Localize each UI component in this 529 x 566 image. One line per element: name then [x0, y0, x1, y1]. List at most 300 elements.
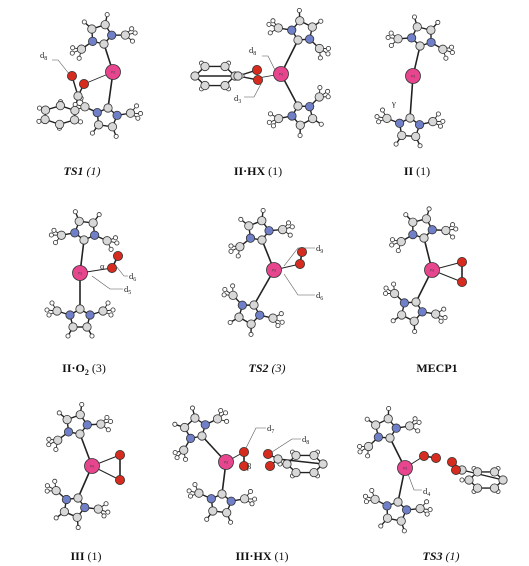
- hydrogen-atom: [365, 417, 369, 421]
- hydrogen-atom: [80, 402, 84, 406]
- hydrogen-atom: [436, 20, 440, 24]
- carbon-atom: [406, 114, 414, 122]
- hydrogen-atom: [364, 500, 368, 504]
- hydrogen-atom: [418, 144, 422, 148]
- metal-label: Pd: [271, 268, 277, 273]
- carbon-atom: [397, 237, 405, 245]
- caption-mecp1: MECP1: [416, 361, 458, 375]
- hydrogen-atom: [53, 240, 57, 244]
- hydrogen-atom: [47, 443, 51, 447]
- distance-label: β: [247, 461, 252, 471]
- hydrogen-atom: [253, 497, 257, 501]
- carbon-atom: [88, 25, 96, 33]
- carbon-atom: [76, 305, 84, 313]
- carbon-atom: [278, 225, 286, 233]
- distance-label: $d_6$: [316, 290, 324, 302]
- carbon-atom: [247, 320, 255, 328]
- carbon-atom: [221, 62, 229, 70]
- nitrogen-atom: [71, 229, 79, 237]
- leader-line: [52, 60, 70, 75]
- carbon-atom: [274, 24, 282, 32]
- hydrogen-atom: [239, 217, 243, 221]
- nitrogen-atom: [288, 112, 296, 120]
- hydrogen-atom: [297, 8, 301, 12]
- metal-label: Pd: [77, 271, 83, 276]
- carbon-atom: [398, 131, 406, 139]
- hydrogen-atom: [451, 223, 455, 227]
- carbon-atom: [308, 23, 316, 31]
- nitrogen-atom: [186, 434, 194, 442]
- hydrogen-atom: [416, 429, 420, 433]
- hydrogen-atom: [438, 124, 442, 128]
- carbon-atom: [75, 217, 83, 225]
- carbon-atom: [236, 242, 244, 250]
- hydrogen-atom: [444, 56, 448, 60]
- nitrogen-atom: [66, 311, 74, 319]
- carbon-atom: [97, 420, 105, 428]
- carbon-atom: [431, 310, 439, 318]
- carbon-atom: [269, 314, 277, 322]
- hydrogen-atom: [47, 313, 51, 317]
- hydrogen-atom: [97, 213, 101, 217]
- nitrogen-atom: [428, 226, 436, 234]
- hydrogen-atom: [250, 502, 254, 506]
- carbon-atom: [394, 498, 402, 506]
- carbon-atom: [209, 507, 217, 515]
- carbon-atom: [191, 414, 199, 422]
- leader-line: [92, 276, 123, 289]
- hydrogen-atom: [228, 320, 232, 324]
- metal-label: Pd: [429, 268, 435, 273]
- nitrogen-atom: [227, 497, 235, 505]
- hydrogen-atom: [443, 316, 447, 320]
- oxygen-atom: [115, 475, 124, 484]
- hydrogen-atom: [111, 308, 115, 312]
- hydrogen-atom: [442, 307, 446, 311]
- leader-line: [262, 56, 275, 70]
- hydrogen-atom: [390, 238, 394, 242]
- hydrogen-atom: [173, 451, 177, 455]
- hydrogen-atom: [326, 46, 330, 50]
- carbon-atom: [71, 106, 79, 114]
- hydrogen-atom: [358, 450, 362, 454]
- hydrogen-atom: [45, 308, 49, 312]
- hydrogen-atom: [188, 494, 192, 498]
- carbon-atom: [412, 298, 420, 306]
- carbon-atom: [274, 114, 282, 122]
- nitrogen-atom: [392, 424, 400, 432]
- carbon-atom: [490, 468, 498, 476]
- oxygen-atom: [431, 453, 440, 462]
- distance-label: $d_6$: [129, 271, 137, 283]
- carbon-atom: [104, 104, 112, 112]
- carbon-atom: [315, 44, 323, 52]
- hydrogen-atom: [114, 134, 118, 138]
- carbon-atom: [416, 42, 424, 50]
- hydrogen-atom: [106, 301, 110, 305]
- oxygen-atom: [451, 465, 460, 474]
- distance-label: $d_8$: [40, 50, 48, 62]
- distance-label: γ: [392, 98, 396, 108]
- carbon-atom: [310, 468, 318, 476]
- carbon-atom: [213, 415, 221, 423]
- hydrogen-atom: [276, 323, 280, 327]
- hydrogen-atom: [115, 241, 119, 245]
- carbon-atom: [235, 313, 243, 321]
- hydrogen-atom: [380, 108, 384, 112]
- oxygen-atom: [239, 447, 248, 456]
- hydrogen-atom: [66, 334, 70, 338]
- hydrogen-atom: [223, 411, 227, 415]
- nitrogen-atom: [374, 433, 382, 441]
- nitrogen-atom: [305, 102, 313, 110]
- metal-label: Pd: [278, 72, 284, 77]
- nitrogen-atom: [400, 299, 408, 307]
- nitrogen-atom: [288, 26, 296, 34]
- hydrogen-atom: [326, 95, 330, 99]
- carbon-atom: [56, 101, 64, 109]
- nitrogen-atom: [238, 301, 246, 309]
- carbon-atom: [69, 323, 77, 331]
- carbon-atom: [292, 451, 300, 459]
- hydrogen-atom: [454, 227, 458, 231]
- hydrogen-atom: [288, 233, 292, 237]
- hydrogen-atom: [82, 20, 86, 24]
- oxygen-atom: [115, 450, 124, 459]
- carbon-atom: [442, 226, 450, 234]
- hydrogen-atom: [45, 484, 49, 488]
- distance-label: $d_9$: [316, 243, 324, 255]
- carbon-atom: [76, 410, 84, 418]
- hydrogen-atom: [130, 27, 134, 31]
- hydrogen-atom: [229, 249, 233, 253]
- carbon-atom: [103, 237, 111, 245]
- caption-ii-o2: $II\cdot O_2$ (3): [62, 361, 106, 377]
- carbon-atom: [422, 215, 430, 223]
- hydrogen-atom: [412, 15, 416, 19]
- carbon-atom: [258, 216, 266, 224]
- hydrogen-atom: [193, 482, 197, 486]
- carbon-atom: [473, 484, 481, 492]
- hydrogen-atom: [436, 112, 440, 116]
- carbon-atom: [315, 93, 323, 101]
- hydrogen-atom: [318, 56, 322, 60]
- nitrogen-atom: [407, 34, 415, 42]
- hydrogen-atom: [450, 50, 454, 54]
- hydrogen-atom: [105, 13, 109, 17]
- carbon-atom: [310, 451, 318, 459]
- hydrogen-atom: [249, 332, 253, 336]
- hydrogen-atom: [133, 31, 137, 35]
- nitrogen-atom: [81, 503, 89, 511]
- hydrogen-atom: [413, 329, 417, 333]
- hydrogen-atom: [73, 210, 77, 214]
- hydrogen-atom: [90, 131, 94, 135]
- nitrogen-atom: [395, 119, 403, 127]
- oxygen-atom: [252, 65, 261, 74]
- hydrogen-atom: [225, 419, 229, 423]
- hydrogen-atom: [460, 478, 464, 482]
- carbon-atom: [390, 289, 398, 297]
- carbon-atom: [70, 116, 78, 124]
- hydrogen-atom: [108, 419, 112, 423]
- oxygen-atom: [67, 71, 76, 80]
- hydrogen-atom: [386, 35, 390, 39]
- carbon-atom: [83, 323, 91, 331]
- carbon-atom: [283, 460, 291, 468]
- nitrogen-atom: [415, 120, 423, 128]
- hydrogen-atom: [50, 301, 54, 305]
- hydrogen-atom: [190, 406, 194, 410]
- hydrogen-atom: [326, 52, 330, 56]
- hydrogen-atom: [52, 228, 56, 232]
- hydrogen-atom: [383, 291, 387, 295]
- carbon-atom: [292, 468, 300, 476]
- carbon-atom: [258, 236, 266, 244]
- carbon-atom: [53, 307, 61, 315]
- carbon-atom: [89, 219, 97, 227]
- hydrogen-atom: [222, 293, 226, 297]
- metal-label: Pd: [402, 466, 408, 471]
- metal-label: Pd: [89, 464, 95, 469]
- caption-ts3: TS3 (1): [422, 549, 460, 563]
- hydrogen-atom: [54, 516, 58, 520]
- carbon-atom: [229, 291, 237, 299]
- distance-label: $d_7$: [267, 423, 275, 435]
- carbon-atom: [221, 81, 229, 89]
- oxygen-atom: [297, 247, 306, 256]
- oxygen-atom: [457, 257, 466, 266]
- oxygen-atom: [265, 461, 274, 470]
- hydrogen-atom: [45, 489, 49, 493]
- hydrogen-atom: [106, 428, 110, 432]
- carbon-atom: [383, 514, 391, 522]
- oxygen-atom: [113, 251, 122, 260]
- hydrogen-atom: [73, 102, 77, 106]
- carbon-atom: [41, 115, 49, 123]
- hydrogen-atom: [425, 500, 429, 504]
- hydrogen-atom: [183, 457, 187, 461]
- distance-label: $d_4$: [423, 486, 431, 498]
- carbon-atom: [420, 234, 428, 242]
- carbon-atom: [416, 504, 424, 512]
- carbon-atom: [195, 489, 203, 497]
- nitrogen-atom: [246, 234, 254, 242]
- carbon-atom: [57, 231, 65, 239]
- hydrogen-atom: [187, 489, 191, 493]
- nitrogen-atom: [90, 231, 98, 239]
- carbon-atom: [394, 35, 402, 43]
- hydrogen-atom: [326, 89, 330, 93]
- nitrogen-atom: [256, 311, 264, 319]
- hydrogen-atom: [449, 45, 453, 49]
- hydrogen-atom: [404, 213, 408, 217]
- carbon-atom: [218, 490, 226, 498]
- hydrogen-atom: [363, 494, 367, 498]
- distance-label: $d_5$: [124, 284, 132, 296]
- nitrogen-atom: [113, 111, 121, 119]
- carbon-atom: [427, 26, 435, 34]
- leader-line: [246, 428, 266, 448]
- hydrogen-atom: [384, 286, 388, 290]
- hydrogen-atom: [286, 221, 290, 225]
- hydrogen-atom: [396, 249, 400, 253]
- hydrogen-atom: [280, 320, 284, 324]
- carbon-atom: [240, 495, 248, 503]
- hydrogen-atom: [113, 236, 117, 240]
- carbon-atom: [41, 106, 49, 114]
- carbon-atom: [499, 476, 507, 484]
- hydrogen-atom: [90, 334, 94, 338]
- hydrogen-atom: [76, 525, 80, 529]
- hydrogen-atom: [71, 46, 75, 50]
- carbon-atom: [274, 455, 282, 463]
- carbon-atom: [411, 132, 419, 140]
- hydrogen-atom: [298, 133, 302, 137]
- distance-label: $d_3$: [234, 93, 242, 105]
- carbon-atom: [94, 121, 102, 129]
- hydrogen-atom: [70, 51, 74, 55]
- hydrogen-atom: [47, 437, 51, 441]
- hydrogen-atom: [77, 56, 81, 60]
- hydrogen-atom: [402, 529, 406, 533]
- carbon-atom: [121, 31, 129, 39]
- hydrogen-atom: [379, 524, 383, 528]
- carbon-atom: [94, 505, 102, 513]
- nitrogen-atom: [64, 428, 72, 436]
- hydrogen-atom: [390, 243, 394, 247]
- carbon-atom: [101, 21, 109, 29]
- distance-label: $d_8$: [302, 434, 310, 446]
- carbon-atom: [74, 494, 82, 502]
- carbon-atom: [429, 117, 437, 125]
- hydrogen-atom: [290, 225, 294, 229]
- hydrogen-atom: [357, 444, 361, 448]
- metal-label: Pd: [410, 74, 416, 79]
- carbon-atom: [413, 23, 421, 31]
- carbon-atom: [198, 432, 206, 440]
- hydrogen-atom: [394, 142, 398, 146]
- carbon-atom: [439, 45, 447, 53]
- hydrogen-atom: [441, 119, 445, 123]
- oxygen-atom: [419, 451, 428, 460]
- nitrogen-atom: [427, 38, 435, 46]
- carbon-atom: [296, 17, 304, 25]
- carbon-atom: [99, 307, 107, 315]
- carbon-atom: [250, 301, 258, 309]
- nitrogen-atom: [207, 495, 215, 503]
- hydrogen-atom: [130, 39, 134, 43]
- hydrogen-atom: [413, 417, 417, 421]
- nitrogen-atom: [83, 421, 91, 429]
- hydrogen-atom: [427, 207, 431, 211]
- hydrogen-atom: [392, 282, 396, 286]
- carbon-atom: [410, 317, 418, 325]
- hydrogen-atom: [279, 312, 283, 316]
- carbon-atom: [108, 123, 116, 131]
- hydrogen-atom: [109, 247, 113, 251]
- hydrogen-atom: [319, 19, 323, 23]
- hydrogen-atom: [229, 244, 233, 248]
- nitrogen-atom: [62, 495, 70, 503]
- hydrogen-atom: [318, 85, 322, 89]
- hydrogen-atom: [138, 111, 142, 115]
- hydrogen-atom: [102, 514, 106, 518]
- carbon-atom: [73, 513, 81, 521]
- hydrogen-atom: [236, 254, 240, 258]
- hydrogen-atom: [319, 122, 323, 126]
- hydrogen-atom: [106, 510, 110, 514]
- carbon-atom: [409, 218, 417, 226]
- metal-label: Pd: [223, 460, 229, 465]
- oxygen-atom: [107, 263, 116, 272]
- hydrogen-atom: [49, 233, 53, 237]
- carbon-atom: [76, 430, 84, 438]
- hydrogen-atom: [134, 104, 138, 108]
- leader-line: [408, 474, 422, 490]
- carbon-atom: [223, 509, 231, 517]
- hydrogen-atom: [271, 124, 275, 128]
- hydrogen-atom: [109, 313, 113, 317]
- carbon-atom: [201, 62, 209, 70]
- nitrogen-atom: [93, 108, 101, 116]
- hydrogen-atom: [391, 319, 395, 323]
- carbon-atom: [397, 517, 405, 525]
- oxygen-atom: [457, 277, 466, 286]
- carbon-atom: [52, 486, 60, 494]
- carbon-atom: [74, 92, 82, 100]
- hydrogen-atom: [105, 415, 109, 419]
- carbon-atom: [405, 422, 413, 430]
- hydrogen-atom: [428, 508, 432, 512]
- carbon-atom: [308, 114, 316, 122]
- hydrogen-atom: [57, 411, 61, 415]
- hydrogen-atom: [268, 31, 272, 35]
- nitrogen-atom: [409, 230, 417, 238]
- hydrogen-atom: [267, 22, 271, 26]
- nitrogen-atom: [201, 421, 209, 429]
- hydrogen-atom: [268, 112, 272, 116]
- hydrogen-atom: [219, 408, 223, 412]
- hydrogen-atom: [377, 120, 381, 124]
- carbon-atom: [191, 72, 199, 80]
- caption-ts1: TS1 (1): [63, 164, 101, 178]
- nitrogen-atom: [265, 227, 273, 235]
- carbon-atom: [126, 109, 134, 117]
- carbon-atom: [60, 507, 68, 515]
- nitrogen-atom: [86, 311, 94, 319]
- carbon-atom: [465, 476, 473, 484]
- caption-iii: III (1): [70, 549, 102, 563]
- carbon-atom: [201, 81, 209, 89]
- hydrogen-atom: [37, 119, 41, 123]
- carbon-atom: [386, 434, 394, 442]
- carbon-atom: [180, 446, 188, 454]
- caption-iii-hx: III·HX (1): [235, 549, 289, 563]
- hydrogen-atom: [205, 517, 209, 521]
- hydrogen-atom: [175, 456, 179, 460]
- carbon-atom: [234, 72, 242, 80]
- hydrogen-atom: [389, 31, 393, 35]
- carbon-atom: [294, 102, 302, 110]
- nitrogen-atom: [402, 506, 410, 514]
- hydrogen-atom: [54, 447, 58, 451]
- caption-ts2: TS2 (3): [248, 361, 286, 375]
- nitrogen-atom: [305, 35, 313, 43]
- hydrogen-atom: [451, 235, 455, 239]
- hydrogen-atom: [228, 520, 232, 524]
- carbon-atom: [77, 45, 85, 53]
